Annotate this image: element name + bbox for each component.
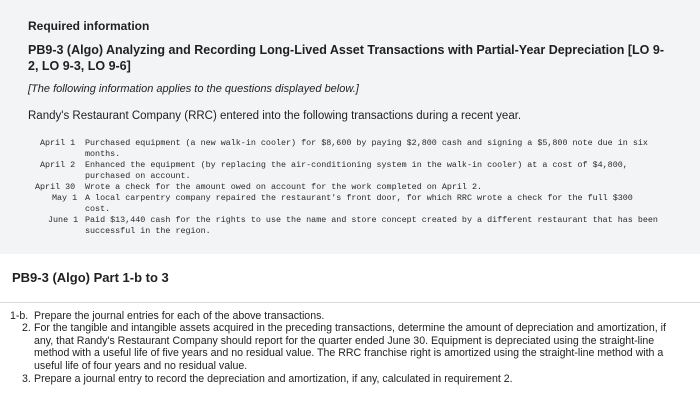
intro-text: Randy's Restaurant Company (RRC) entered into the following transactions during a recent year. <box>28 110 522 122</box>
transaction-text: Wrote a check for the amount owed on account for the work completed on April 2. <box>85 182 483 192</box>
requirement-item <box>22 373 672 387</box>
requirement-text: Prepare a journal entry to record the depreciation and amortization, if any, calculated in requirement 2. <box>34 373 513 385</box>
transaction-text: Paid $13,440 cash for the rights to use the name and store concept created by a different restaurant that has been successful in the region. <box>85 215 658 236</box>
transaction-text: Purchased equipment (a new walk-in cooler) for $8,600 by paying $2,800 cash and signing a $5,800 note due in six months. <box>85 138 648 159</box>
transaction-text: A local carpentry company repaired the restaurant's front door, for which RRC wrote a check for the full $300 cost. <box>85 193 633 214</box>
requirement-text: Prepare the journal entries for each of the above transactions. <box>34 310 325 322</box>
part-title: PB9-3 (Algo) Part 1-b to 3 <box>12 270 169 285</box>
transaction-date: May 1 <box>52 193 78 203</box>
transaction-date: April 1 <box>40 138 76 148</box>
problem-title: PB9-3 (Algo) Analyzing and Recording Long-Lived Asset Transactions with Partial-Year Depreciation [LO 9-2, LO 9-3, LO 9-6] <box>28 43 664 73</box>
required-information-label: Required information <box>28 19 150 33</box>
applies-note: [The following information applies to the questions displayed below.] <box>28 83 359 95</box>
requirement-item <box>22 322 672 372</box>
requirement-number: 3. <box>22 373 31 385</box>
transaction-date: April 30 <box>35 182 76 192</box>
requirement-number: 2. <box>22 322 31 334</box>
transaction-text: Enhanced the equipment (by replacing the air-conditioning system in the walk-in cooler) at a cost of $4,800, purchased on account. <box>85 160 628 181</box>
transaction-date: June 1 <box>48 215 79 225</box>
requirement-text: For the tangible and intangible assets acquired in the preceding transactions, determine the amount of depreciation and amortization, if any, that Randy's Restaurant Company should report for the quarter ended June 30. Equipment is depreciated using the straight-line method with a useful life of five years and no residual value. The RRC franchise right is amortized using the straight-line method with a useful life of four years and no residual value. <box>34 322 666 372</box>
transaction-date: April 2 <box>40 160 76 170</box>
requirement-number: 1-b. <box>10 310 29 322</box>
